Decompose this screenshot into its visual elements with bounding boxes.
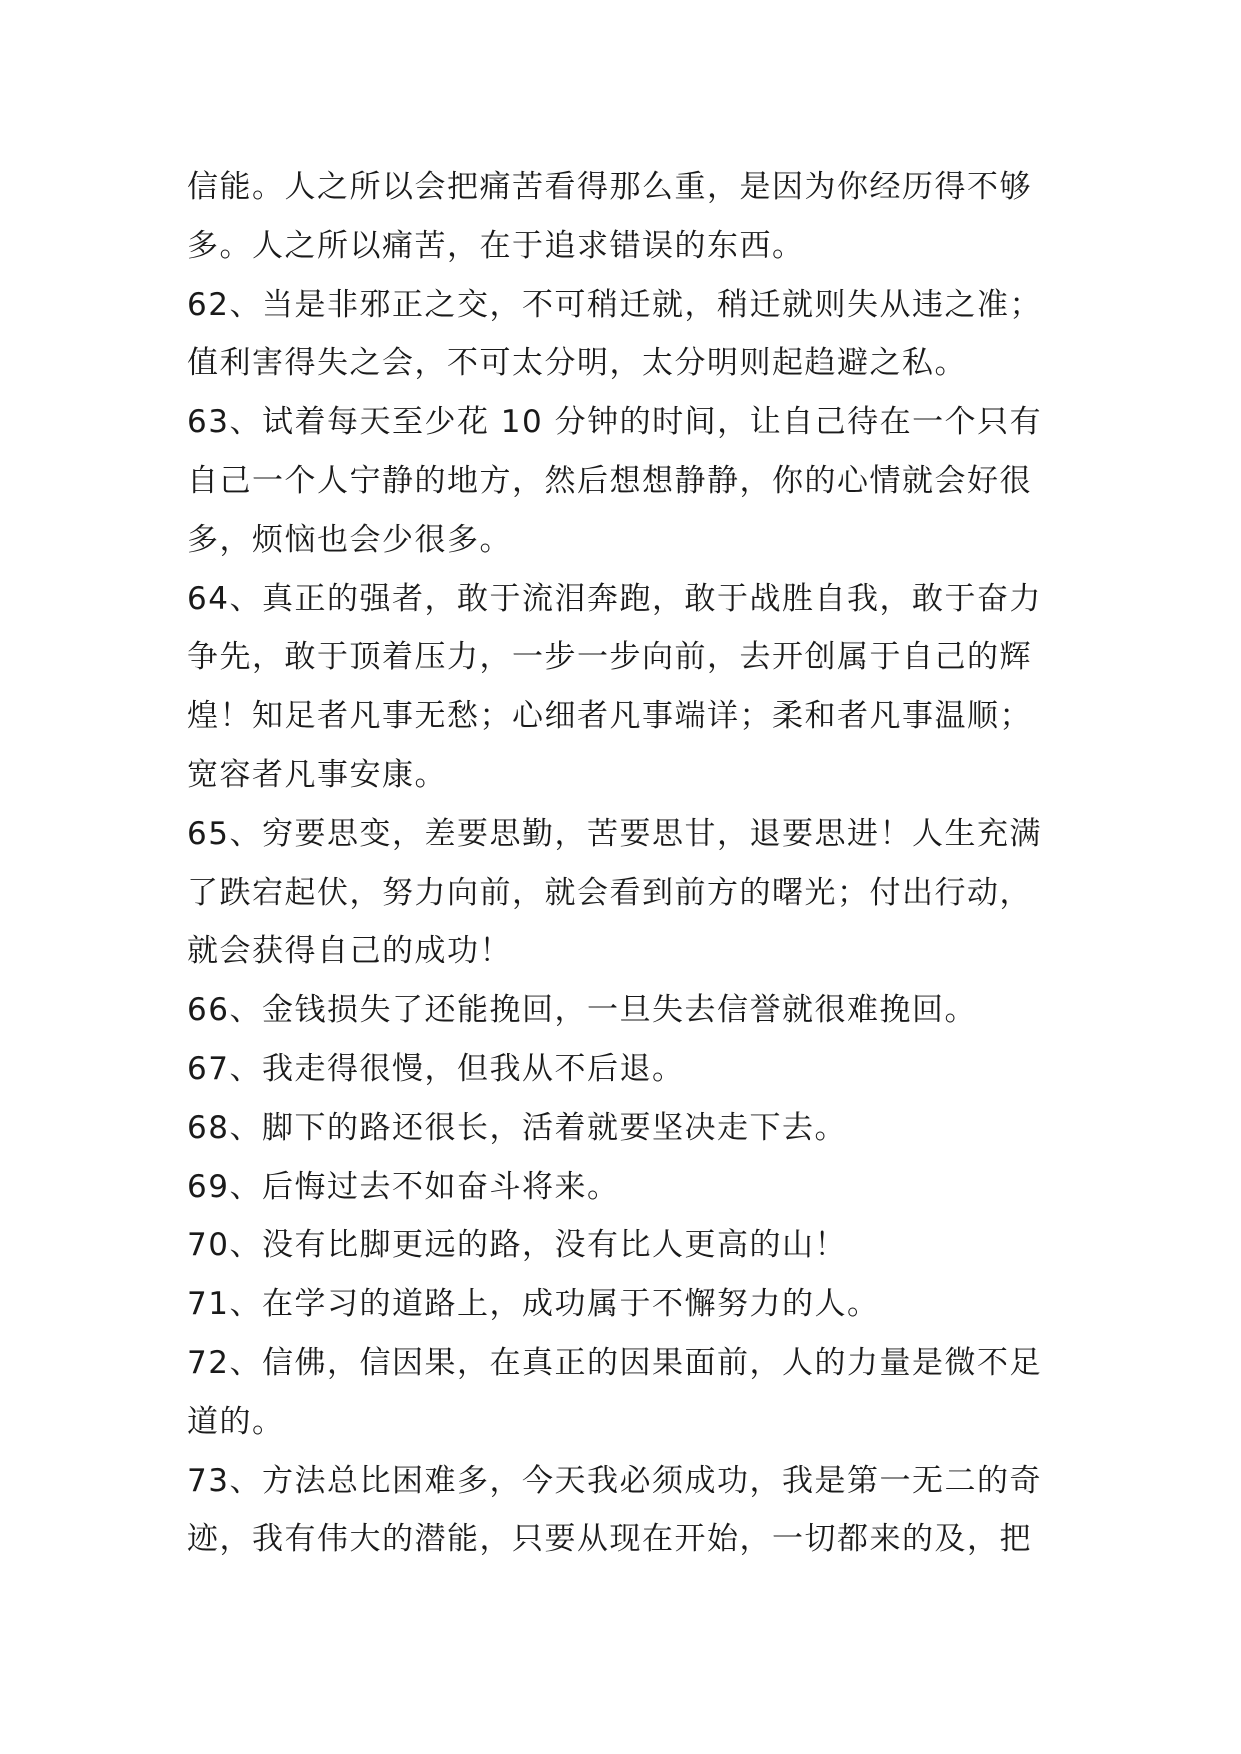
document-text-body — [187, 158, 1067, 1569]
text-line: 信能。人之所以会把痛苦看得那么重，是因为你经历得不够 — [187, 169, 1032, 205]
text-line: 72、信佛，信因果，在真正的因果面前，人的力量是微不足 — [187, 1344, 1042, 1381]
text-line: 多，烦恼也会少很多。 — [187, 521, 512, 558]
text-line: 值利害得失之会，不可太分明，太分明则起趋避之私。 — [187, 345, 967, 382]
text-line: 62、当是非邪正之交，不可稍迁就，稍迁就则失从违之准； — [187, 286, 1042, 323]
text-line: 多。人之所以痛苦，在于追求错误的东西。 — [187, 227, 805, 264]
text-line: 67、我走得很慢，但我从不后退。 — [187, 1050, 685, 1087]
text-line: 64、真正的强者，敢于流泪奔跑，敢于战胜自我，敢于奋力 — [187, 580, 1042, 617]
text-line: 68、脚下的路还很长，活着就要坚决走下去。 — [187, 1109, 847, 1146]
text-line: 65、穷要思变，差要思勤，苦要思甘，退要思进！人生充满 — [187, 815, 1042, 852]
text-line: 就会获得自己的成功！ — [187, 933, 512, 970]
text-line: 73、方法总比困难多，今天我必须成功，我是第一无二的奇 — [187, 1462, 1042, 1499]
text-line: 63、试着每天至少花 10 分钟的时间，让自己待在一个只有 — [187, 404, 1043, 441]
text-line: 煌！知足者凡事无愁；心细者凡事端详；柔和者凡事温顺； — [187, 698, 1032, 735]
text-line: 自己一个人宁静的地方，然后想想静静，你的心情就会好很 — [187, 462, 1032, 499]
text-line: 了跌宕起伏，努力向前，就会看到前方的曙光；付出行动， — [187, 874, 1032, 911]
text-line: 争先，敢于顶着压力，一步一步向前，去开创属于自己的辉 — [187, 639, 1032, 676]
text-line: 69、后悔过去不如奋斗将来。 — [187, 1168, 620, 1205]
text-line: 66、金钱损失了还能挽回，一旦失去信誉就很难挽回。 — [187, 992, 977, 1029]
text-line: 迹，我有伟大的潜能，只要从现在开始，一切都来的及，把 — [187, 1521, 1032, 1558]
text-line: 宽容者凡事安康。 — [187, 756, 447, 793]
text-line: 70、没有比脚更远的路，没有比人更高的山！ — [187, 1227, 847, 1264]
text-line: 道的。 — [187, 1403, 285, 1440]
text-line: 71、在学习的道路上，成功属于不懈努力的人。 — [187, 1286, 880, 1323]
